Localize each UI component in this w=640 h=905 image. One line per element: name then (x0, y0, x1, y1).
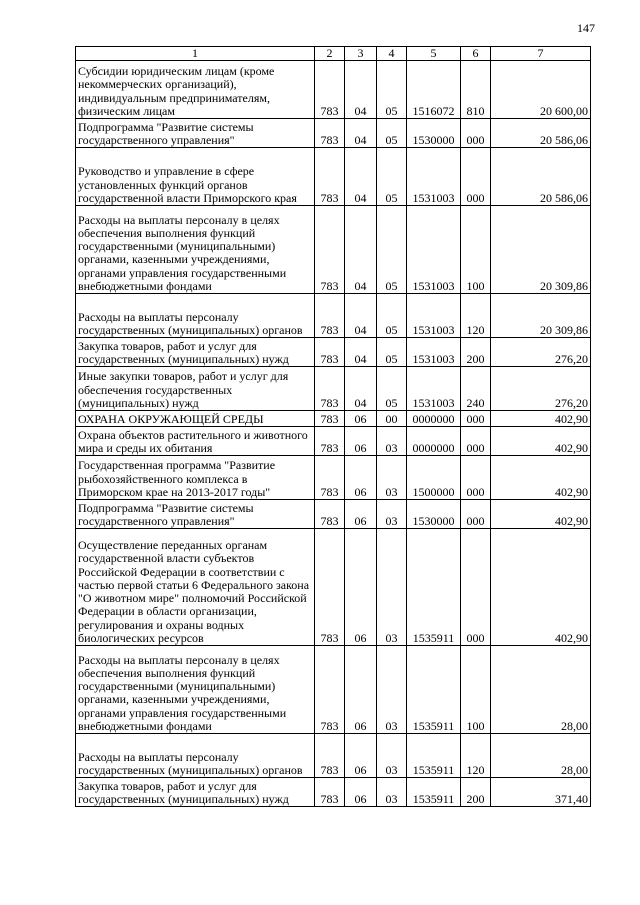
row-amount: 276,20 (491, 338, 591, 367)
row-description: Закупка товаров, работ и услуг для государственных (муниципальных) нужд (76, 338, 315, 367)
row-amount: 20 309,86 (491, 294, 591, 338)
row-description: Государственная программа "Развитие рыбохозяйственного комплекса в Приморском крае на 2013-2017 годы" (76, 456, 315, 500)
table-row (76, 500, 591, 529)
column-header: 2 (315, 47, 345, 61)
row-target-code: 1516072 (407, 61, 461, 119)
table-row (76, 338, 591, 367)
row-amount: 402,90 (491, 411, 591, 427)
table-row (76, 778, 591, 807)
row-amount: 28,00 (491, 734, 591, 778)
row-amount: 276,20 (491, 367, 591, 411)
row-amount: 20 600,00 (491, 61, 591, 119)
row-target-code: 1530000 (407, 119, 461, 148)
row-ministry-code: 783 (315, 500, 345, 529)
row-expense-type: 100 (461, 646, 491, 734)
column-header: 4 (377, 47, 407, 61)
row-description: Расходы на выплаты персоналу государственных (муниципальных) органов (76, 734, 315, 778)
table-body (76, 61, 591, 807)
row-expense-type: 000 (461, 427, 491, 456)
row-target-code: 1531003 (407, 148, 461, 206)
row-ministry-code: 783 (315, 427, 345, 456)
row-ministry-code: 783 (315, 148, 345, 206)
row-section-code: 06 (345, 529, 377, 646)
row-amount: 402,90 (491, 427, 591, 456)
table-row (76, 734, 591, 778)
column-header: 1 (76, 47, 315, 61)
row-ministry-code: 783 (315, 119, 345, 148)
row-description: ОХРАНА ОКРУЖАЮЩЕЙ СРЕДЫ (76, 411, 315, 427)
table-row (76, 646, 591, 734)
row-expense-type: 000 (461, 411, 491, 427)
row-section-code: 04 (345, 367, 377, 411)
row-section-code: 06 (345, 427, 377, 456)
row-description: Подпрограмма "Развитие системы государственного управления" (76, 500, 315, 529)
budget-table (75, 46, 591, 807)
row-expense-type: 200 (461, 338, 491, 367)
row-section-code: 06 (345, 778, 377, 807)
row-target-code: 1535911 (407, 734, 461, 778)
row-ministry-code: 783 (315, 646, 345, 734)
row-subsection-code: 03 (377, 778, 407, 807)
row-section-code: 06 (345, 646, 377, 734)
row-description: Подпрограмма "Развитие системы государственного управления" (76, 119, 315, 148)
row-description: Расходы на выплаты персоналу государственных (муниципальных) органов (76, 294, 315, 338)
row-subsection-code: 05 (377, 206, 407, 294)
row-amount: 402,90 (491, 529, 591, 646)
row-section-code: 04 (345, 206, 377, 294)
row-section-code: 04 (345, 294, 377, 338)
row-amount: 402,90 (491, 500, 591, 529)
row-target-code: 1531003 (407, 294, 461, 338)
column-header: 5 (407, 47, 461, 61)
column-header: 7 (491, 47, 591, 61)
row-target-code: 1535911 (407, 646, 461, 734)
row-ministry-code: 783 (315, 456, 345, 500)
row-section-code: 06 (345, 734, 377, 778)
row-ministry-code: 783 (315, 61, 345, 119)
row-description: Расходы на выплаты персоналу в целях обеспечения выполнения функций государственными (муниципальными) органами, казенными учреждениями, органами управления государственными внебюджетными фондами (76, 206, 315, 294)
row-target-code: 0000000 (407, 411, 461, 427)
row-ministry-code: 783 (315, 294, 345, 338)
row-section-code: 04 (345, 61, 377, 119)
table-row (76, 119, 591, 148)
table-row (76, 427, 591, 456)
row-subsection-code: 00 (377, 411, 407, 427)
row-target-code: 0000000 (407, 427, 461, 456)
row-description: Расходы на выплаты персоналу в целях обеспечения выполнения функций государственными (муниципальными) органами, казенными учреждениями, органами управления государственными внебюджетными фондами (76, 646, 315, 734)
row-expense-type: 120 (461, 294, 491, 338)
row-section-code: 06 (345, 456, 377, 500)
row-amount: 20 586,06 (491, 119, 591, 148)
row-subsection-code: 03 (377, 734, 407, 778)
row-expense-type: 000 (461, 529, 491, 646)
row-target-code: 1531003 (407, 206, 461, 294)
row-amount: 28,00 (491, 646, 591, 734)
row-description: Иные закупки товаров, работ и услуг для обеспечения государственных (муниципальных) нужд (76, 367, 315, 411)
row-target-code: 1531003 (407, 367, 461, 411)
row-target-code: 1535911 (407, 529, 461, 646)
row-subsection-code: 05 (377, 119, 407, 148)
row-section-code: 04 (345, 119, 377, 148)
row-section-code: 04 (345, 148, 377, 206)
row-ministry-code: 783 (315, 778, 345, 807)
table-row (76, 529, 591, 646)
row-ministry-code: 783 (315, 734, 345, 778)
row-subsection-code: 03 (377, 646, 407, 734)
row-ministry-code: 783 (315, 411, 345, 427)
row-subsection-code: 03 (377, 456, 407, 500)
row-amount: 20 586,06 (491, 148, 591, 206)
row-section-code: 04 (345, 338, 377, 367)
row-expense-type: 100 (461, 206, 491, 294)
row-subsection-code: 05 (377, 61, 407, 119)
row-subsection-code: 03 (377, 500, 407, 529)
row-target-code: 1535911 (407, 778, 461, 807)
row-expense-type: 000 (461, 456, 491, 500)
row-description: Закупка товаров, работ и услуг для государственных (муниципальных) нужд (76, 778, 315, 807)
row-description: Субсидии юридическим лицам (кроме некоммерческих организаций), индивидуальным предпринимателям, физическим лицам (76, 61, 315, 119)
row-subsection-code: 05 (377, 294, 407, 338)
table-row (76, 367, 591, 411)
page-number: 147 (577, 21, 595, 35)
row-target-code: 1500000 (407, 456, 461, 500)
column-header: 3 (345, 47, 377, 61)
row-expense-type: 200 (461, 778, 491, 807)
row-amount: 371,40 (491, 778, 591, 807)
row-expense-type: 000 (461, 500, 491, 529)
table-header-row (76, 47, 591, 61)
row-subsection-code: 05 (377, 338, 407, 367)
table-row (76, 456, 591, 500)
row-expense-type: 810 (461, 61, 491, 119)
row-subsection-code: 05 (377, 367, 407, 411)
row-subsection-code: 05 (377, 148, 407, 206)
row-description: Руководство и управление в сфере установленных функций органов государственной власти Приморского края (76, 148, 315, 206)
row-section-code: 06 (345, 411, 377, 427)
table-row (76, 294, 591, 338)
row-target-code: 1531003 (407, 338, 461, 367)
table-row (76, 148, 591, 206)
row-section-code: 06 (345, 500, 377, 529)
row-expense-type: 120 (461, 734, 491, 778)
row-amount: 20 309,86 (491, 206, 591, 294)
row-amount: 402,90 (491, 456, 591, 500)
row-target-code: 1530000 (407, 500, 461, 529)
row-expense-type: 240 (461, 367, 491, 411)
row-subsection-code: 03 (377, 529, 407, 646)
row-ministry-code: 783 (315, 529, 345, 646)
row-ministry-code: 783 (315, 338, 345, 367)
row-subsection-code: 03 (377, 427, 407, 456)
row-ministry-code: 783 (315, 206, 345, 294)
table-row (76, 411, 591, 427)
row-description: Осуществление переданных органам государственной власти субъектов Российской Федерации в соответствии с частью первой статьи 6 Федерального закона "О животном мире" полномочий Российской Федерации в области организации, регулирования и охраны водных биологических ресурсов (76, 529, 315, 646)
table-row (76, 206, 591, 294)
row-expense-type: 000 (461, 148, 491, 206)
row-description: Охрана объектов растительного и животного мира и среды их обитания (76, 427, 315, 456)
table-row (76, 61, 591, 119)
column-header: 6 (461, 47, 491, 61)
row-ministry-code: 783 (315, 367, 345, 411)
row-expense-type: 000 (461, 119, 491, 148)
